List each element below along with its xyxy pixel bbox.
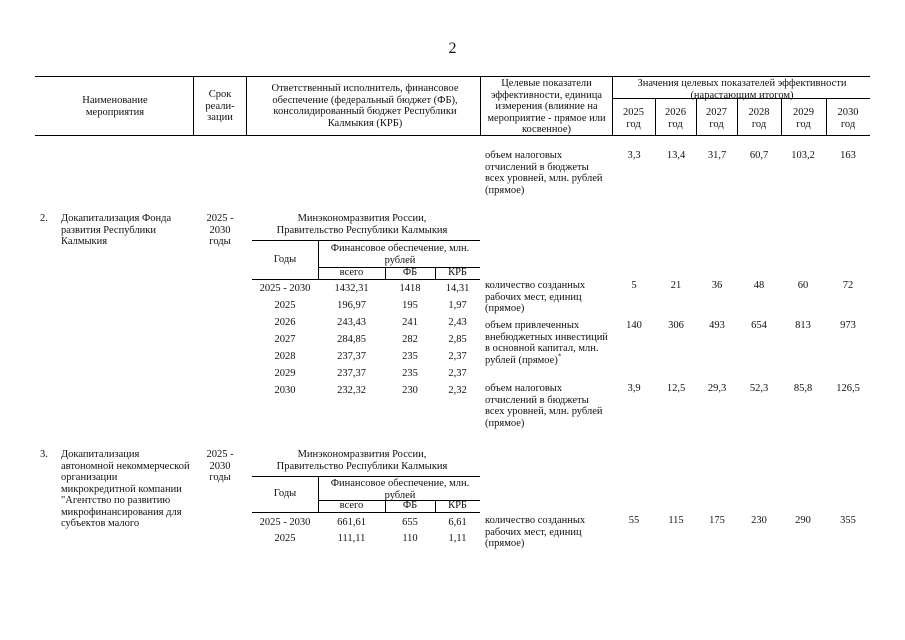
fin-line	[252, 476, 480, 477]
fin-col-fin: Финансовое обеспечение, млн. рублей	[330, 478, 470, 501]
header-values: Значения целевых показателей эффективности (нарастающим итогом)	[637, 78, 847, 101]
term-line: 2030	[209, 224, 231, 236]
header-target: Целевые показатели эффективности, единица измерения (влияние на мероприятие - прямое или косвенное)	[487, 78, 606, 135]
row2-responsible	[252, 213, 472, 236]
indicator-value: 36	[711, 280, 723, 291]
fin-row-value: 14,31	[445, 283, 470, 294]
fin-row-year: 2025 - 2030	[259, 517, 311, 528]
fin-row-value: 284,85	[337, 334, 366, 345]
header-term-line: реали-	[205, 100, 235, 112]
fin-line	[252, 512, 480, 513]
fin-row-year: 2029	[274, 368, 296, 379]
fin-subcol: всего	[339, 267, 364, 278]
term-line: годы	[209, 236, 231, 247]
year-unit: год	[751, 118, 767, 130]
row2-indicator-1: количество созданных рабочих мест, единиц (прямое)	[485, 280, 586, 314]
year-label: 2026	[665, 107, 686, 118]
indicator-value: 290	[795, 515, 811, 526]
fin-subcol: ФБ	[402, 500, 418, 511]
fin-row-year: 2025	[274, 300, 296, 311]
fin-row-value: 655	[402, 517, 418, 528]
row2-number: 2.	[40, 213, 48, 224]
year-unit: год	[709, 118, 724, 130]
indicator-value: 60	[797, 280, 809, 291]
year-unit: год	[796, 118, 811, 130]
fin-row-value: 2,37	[448, 351, 467, 362]
fin-row-value: 241	[402, 317, 418, 328]
indicator-value: 29,3	[707, 383, 727, 394]
fin-row-value: 111,11	[337, 533, 366, 544]
header-term-line: зации	[207, 112, 233, 123]
fin-subcol: КРБ	[448, 500, 467, 511]
indicator-value: 115	[668, 515, 684, 526]
indicator-value: 306	[668, 320, 684, 331]
fin-row-value: 2,37	[448, 368, 467, 379]
fin-row-year: 2030	[274, 385, 296, 396]
page-number: 2	[448, 40, 457, 57]
row0-value: 163	[840, 150, 856, 161]
term-line: годы	[209, 472, 231, 483]
fin-row-year: 2025 - 2030	[259, 283, 311, 294]
indicator-value: 493	[709, 320, 725, 331]
fin-row-value: 661,61	[337, 517, 366, 528]
fin-row-value: 2,85	[448, 334, 467, 345]
header-term	[196, 89, 244, 124]
indicator-value: 140	[626, 320, 642, 331]
row2-name: Докапитализация Фонда развития Республики Калмыкия	[61, 213, 172, 247]
fin-row-value: 230	[402, 385, 418, 396]
row0-value: 103,2	[791, 150, 815, 161]
fin-row-value: 196,97	[337, 300, 366, 311]
row2-term	[196, 213, 244, 248]
header-name: Наименование мероприятия	[82, 95, 148, 118]
fin-row-year: 2028	[274, 351, 296, 362]
indicator-value: 21	[670, 280, 682, 291]
row3-number: 3.	[40, 449, 48, 460]
header-year-2026	[655, 107, 696, 130]
year-label: 2029	[793, 107, 814, 118]
header-year-2030	[826, 107, 870, 130]
row3-responsible	[252, 449, 472, 472]
fin-col-fin: Финансовое обеспечение, млн. рублей	[330, 243, 470, 266]
term-line: 2025 -	[206, 449, 234, 460]
fin-row-value: 6,61	[448, 517, 467, 528]
row2-indicator-2	[485, 320, 609, 366]
header-responsible: Ответственный исполнитель, финансовое обеспечение (федеральный бюджет (ФБ), консолидированный бюджет Республики Калмыкия (КРБ)	[271, 83, 459, 129]
header-divider	[193, 76, 194, 135]
fin-row-value: 235	[402, 368, 418, 379]
fin-row-year: 2025	[274, 533, 296, 544]
year-unit: год	[840, 118, 856, 130]
year-label: 2025	[623, 107, 644, 118]
indicator-value: 52,3	[749, 383, 769, 394]
row0-value: 60,7	[749, 150, 769, 161]
year-label: 2030	[837, 107, 859, 118]
row2-indicator-3: объем налоговых отчислений в бюджеты всех уровней, млн. рублей (прямое)	[485, 383, 603, 429]
indicator-value: 355	[840, 515, 856, 526]
fin-row-value: 1432,31	[334, 283, 369, 294]
fin-row-value: 1,11	[448, 533, 467, 544]
indicator-value: 126,5	[836, 383, 860, 394]
responsible-line: Правительство Республики Калмыкия	[276, 224, 448, 236]
row3-name: Докапитализация автономной некоммерческой организации микрокредитной компании "Агентство по развитию микрофинансирования для субъектов малого	[61, 449, 190, 529]
fin-col-years: Годы	[273, 488, 297, 499]
header-year-2025	[612, 107, 655, 130]
indicator-value: 48	[753, 280, 765, 291]
fin-row-year: 2027	[274, 334, 296, 345]
fin-col-years: Годы	[273, 254, 297, 265]
year-unit: год	[668, 118, 683, 130]
header-year-2029	[781, 107, 826, 130]
fin-row-value: 110	[402, 533, 418, 544]
responsible-line: Минэкономразвития России,	[297, 449, 427, 460]
fin-row-year: 2026	[274, 317, 296, 328]
footnote-mark: *	[557, 352, 562, 360]
indicator-text: объем привлеченных внебюджетных инвестиций в основной капитал, млн. рублей (прямое)	[485, 320, 608, 366]
fin-row-value: 237,37	[337, 351, 366, 362]
fin-row-value: 2,43	[448, 317, 467, 328]
responsible-line: Минэкономразвития России,	[297, 213, 427, 224]
term-line: 2030	[209, 460, 231, 472]
indicator-value: 973	[840, 320, 856, 331]
indicator-value: 654	[751, 320, 767, 331]
header-divider	[480, 76, 481, 135]
row0-value: 31,7	[707, 150, 727, 161]
responsible-line: Правительство Республики Калмыкия	[276, 460, 448, 472]
indicator-value: 55	[628, 515, 640, 526]
indicator-value: 813	[795, 320, 811, 331]
indicator-value: 5	[631, 280, 637, 291]
header-term-line: Срок	[208, 89, 232, 100]
fin-row-value: 282	[402, 334, 418, 345]
fin-row-value: 232,32	[337, 385, 366, 396]
year-label: 2028	[748, 107, 770, 118]
fin-row-value: 1,97	[448, 300, 467, 311]
fin-row-value: 2,32	[448, 385, 467, 396]
indicator-value: 85,8	[793, 383, 813, 394]
row3-term	[196, 449, 244, 484]
indicator-value: 12,5	[666, 383, 686, 394]
indicator-value: 175	[709, 515, 725, 526]
indicator-value: 3,9	[627, 383, 641, 394]
term-line: 2025 -	[206, 213, 234, 224]
year-unit: год	[626, 118, 641, 130]
fin-line	[252, 240, 480, 241]
header-year-2027	[696, 107, 737, 130]
row3-indicator-1: количество созданных рабочих мест, единиц (прямое)	[485, 515, 586, 549]
fin-line	[252, 279, 480, 280]
fin-subcol: всего	[339, 500, 364, 511]
header-bottom-border	[35, 135, 870, 136]
fin-row-value: 1418	[399, 283, 421, 294]
row0-indicator: объем налоговых отчислений в бюджеты всех уровней, млн. рублей (прямое)	[485, 150, 603, 196]
header-divider	[246, 76, 247, 135]
fin-subcol: КРБ	[448, 267, 467, 278]
header-year-2028	[737, 107, 781, 130]
fin-row-value: 237,37	[337, 368, 366, 379]
indicator-value: 72	[842, 280, 854, 291]
year-label: 2027	[706, 107, 727, 118]
fin-row-value: 235	[402, 351, 418, 362]
row0-value: 13,4	[666, 150, 686, 161]
fin-subcol: ФБ	[402, 267, 418, 278]
row0-value: 3,3	[627, 150, 641, 161]
fin-row-value: 195	[402, 300, 418, 311]
fin-row-value: 243,43	[337, 317, 366, 328]
header-top-border	[35, 76, 870, 77]
indicator-value: 230	[751, 515, 767, 526]
